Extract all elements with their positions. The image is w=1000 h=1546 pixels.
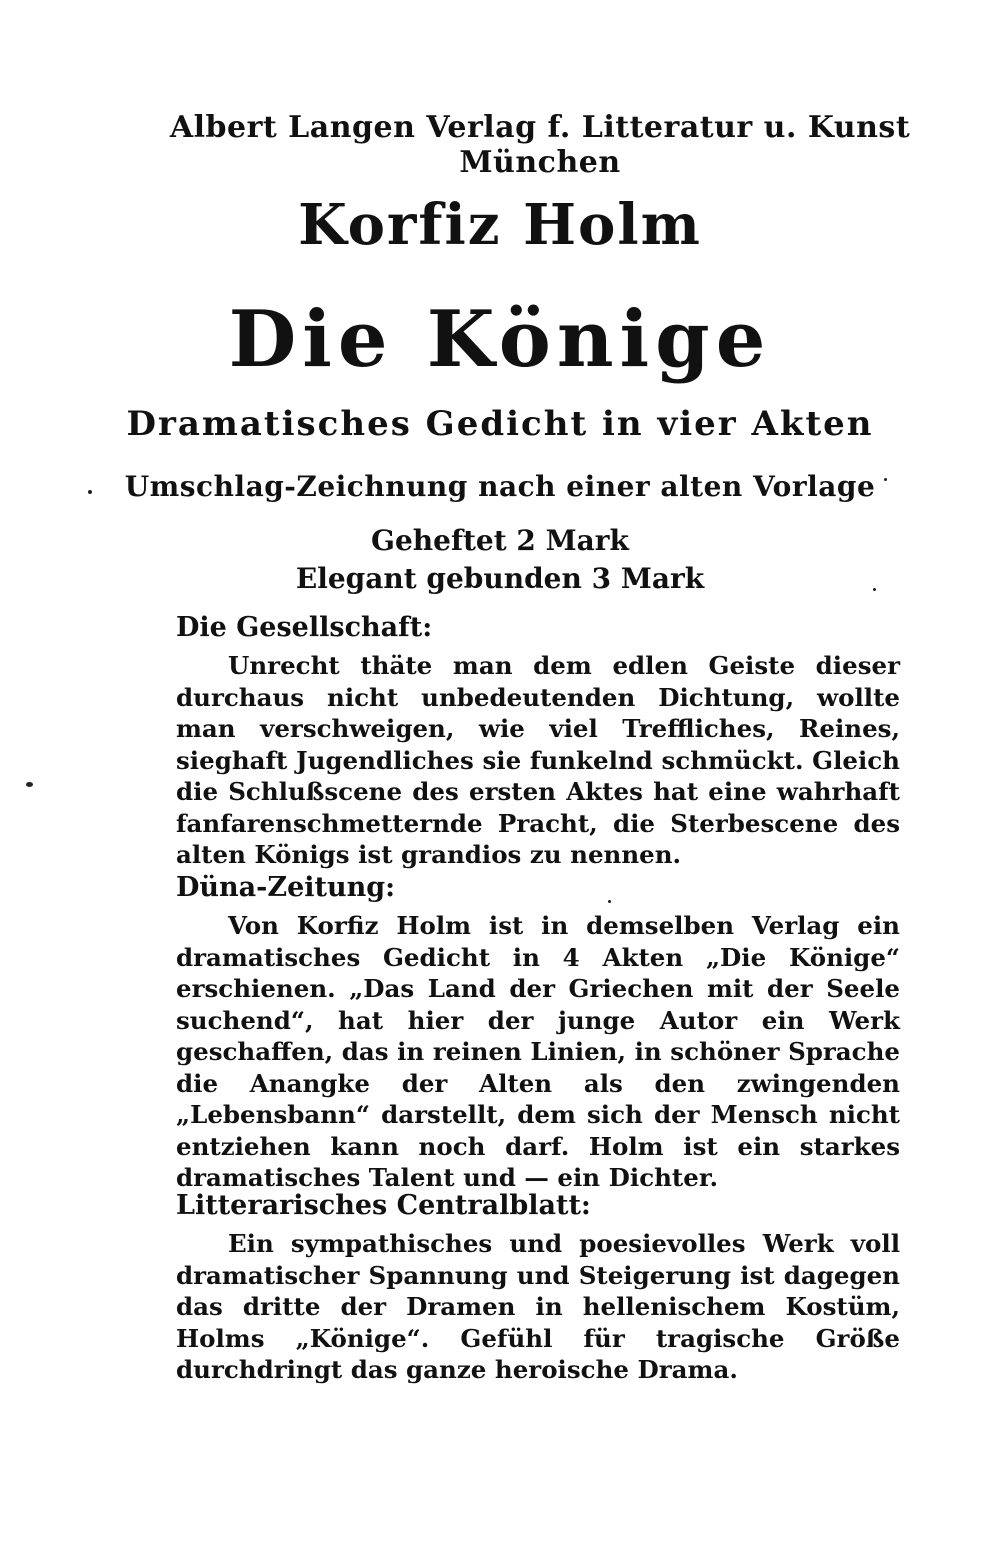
publisher-line: Albert Langen Verlag f. Litteratur u. Kunst München <box>169 110 911 180</box>
print-speck <box>26 782 33 787</box>
review-source: Düna-Zeitung: <box>176 872 396 903</box>
author-name: Korfiz Holm <box>298 192 702 258</box>
price-stitched: Geheftet 2 Mark <box>371 524 629 557</box>
print-speck <box>88 490 92 494</box>
review-gesellschaft <box>176 612 900 871</box>
print-speck <box>884 478 887 481</box>
review-source: Litterarisches Centralblatt: <box>176 1190 591 1221</box>
review-duena-zeitung <box>176 872 900 1194</box>
cover-note: Umschlag-Zeichnung nach einer alten Vorlage <box>124 470 876 503</box>
book-subtitle: Dramatisches Gedicht in vier Akten <box>126 404 874 444</box>
review-source: Die Gesellschaft: <box>176 612 433 643</box>
review-quote: Unrecht thäte man dem edlen Geiste dieser durchaus nicht unbedeutenden Dichtung, wollte man verschweigen, wie viel Treffliches, Reines, sieghaft Jugendliches sie funkelnd schmückt. Gleich die Schlußscene des ersten Aktes hat eine wahrhaft fanfarenschmetternde Pracht, die Sterbescene des alten Königs ist grandios zu nennen. <box>176 651 900 869</box>
price-bound: Elegant gebunden 3 Mark <box>295 562 705 595</box>
print-speck <box>608 900 611 903</box>
review-quote: Ein sympathisches und poesievolles Werk voll dramatischer Spannung und Steigerung ist dagegen das dritte der Dramen in hellenischem Kostüm, Holms „Könige“. Gefühl für tragische Größe durchdringt das ganze heroische Drama. <box>176 1229 900 1384</box>
book-title: Die Könige <box>228 294 772 385</box>
review-centralblatt <box>176 1190 900 1386</box>
print-speck <box>873 588 876 591</box>
review-quote: Von Korfiz Holm ist in demselben Verlag ein dramatisches Gedicht in 4 Akten „Die Könige“ erschienen. „Das Land der Griechen mit der Seele suchend“, hat hier der junge Autor ein Werk geschaffen, das in reinen Linien, in schöner Sprache die Anangke der Alten als den zwingenden „Lebensbann“ darstellt, dem sich der Mensch nicht entziehen kann noch darf. Holm ist ein starkes dramatisches Talent und — ein Dichter. <box>176 911 900 1192</box>
